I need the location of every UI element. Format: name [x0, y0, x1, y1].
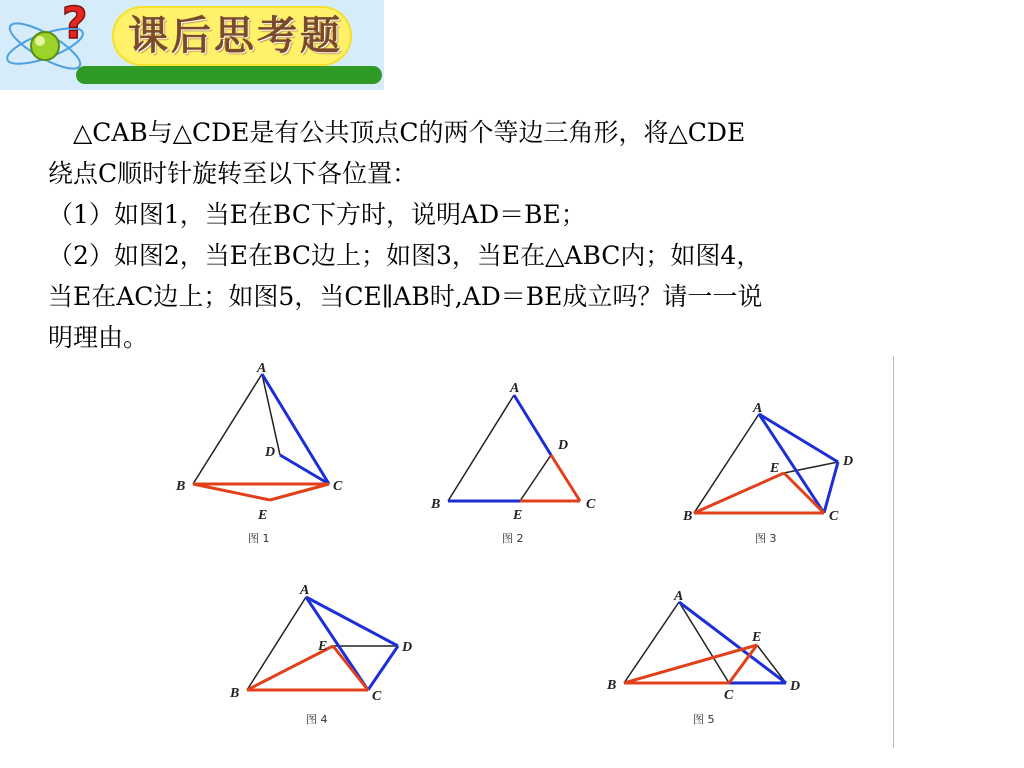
figure-2 [430, 381, 596, 545]
segment-dc [824, 462, 838, 513]
problem-line: （2）如图2，当E在BC边上；如图3，当E在△ABC内；如图4， [48, 241, 762, 270]
figure-caption: 图 1 [248, 532, 270, 545]
point-label-c: C [724, 688, 734, 703]
segment-ad [514, 395, 551, 455]
point-label-b: B [607, 678, 617, 693]
problem-statement [48, 112, 968, 358]
segment-ec [784, 473, 824, 513]
point-label-d: D [790, 679, 801, 694]
point-label-a: A [300, 583, 310, 598]
point-label-d: D [843, 454, 854, 469]
segment-ac [679, 602, 729, 683]
problem-line: （1）如图1，当E在BC下方时，说明AD＝BE； [48, 200, 586, 229]
figure-3 [682, 401, 853, 545]
point-label-e: E [770, 461, 780, 476]
problem-line: 绕点C顺时针旋转至以下各位置： [48, 159, 418, 188]
point-label-e: E [752, 630, 762, 645]
page-title: 课后思考题 [128, 13, 343, 59]
figure-caption: 图 4 [306, 713, 328, 726]
segment-ab [448, 395, 514, 501]
figure-caption: 图 2 [502, 532, 524, 545]
figure-caption: 图 5 [693, 713, 715, 726]
segment-ac [262, 374, 329, 484]
problem-line: △CAB与△CDE是有公共顶点C的两个等边三角形，将△CDE [48, 118, 746, 147]
point-label-e: E [318, 639, 328, 654]
point-label-c: C [829, 509, 839, 524]
figure-1 [175, 361, 343, 545]
point-label-c: C [372, 689, 382, 704]
segment-ec [270, 484, 329, 500]
figure-4 [229, 583, 412, 726]
point-label-c: C [586, 497, 596, 512]
point-label-e: E [513, 508, 523, 523]
point-label-b: B [230, 686, 240, 701]
segment-ac [759, 414, 824, 513]
point-label-d: D [558, 438, 569, 453]
point-label-e: E [258, 508, 268, 523]
segment-ab [193, 374, 262, 484]
segment-ad [679, 602, 786, 683]
title-underline-bar [76, 66, 382, 84]
point-label-b: B [176, 479, 186, 494]
point-label-a: A [674, 589, 684, 604]
segment-ed [520, 455, 551, 501]
segment-dc [551, 455, 580, 501]
segment-be [193, 484, 270, 500]
figures-area [0, 350, 1024, 768]
figure-5 [606, 589, 800, 726]
problem-line: 当E在AC边上；如图5，当CE∥AB时,AD＝BE成立吗？请一一说 [48, 282, 763, 311]
segment-ad [759, 414, 838, 462]
point-label-a: A [510, 381, 520, 396]
svg-text:?: ? [62, 0, 88, 49]
divider-line [893, 356, 894, 748]
point-label-d: D [265, 445, 276, 460]
segment-ec [333, 646, 368, 690]
point-label-c: C [333, 479, 343, 494]
segment-dc [368, 646, 398, 690]
point-label-a: A [753, 401, 763, 416]
point-label-d: D [402, 640, 413, 655]
point-label-b: B [431, 497, 441, 512]
figures-svg [0, 350, 1024, 768]
figure-caption: 图 3 [755, 532, 777, 545]
point-label-b: B [683, 509, 693, 524]
point-label-a: A [257, 361, 267, 376]
segment-be [624, 645, 757, 683]
problem-line: 明理由。 [48, 323, 149, 352]
